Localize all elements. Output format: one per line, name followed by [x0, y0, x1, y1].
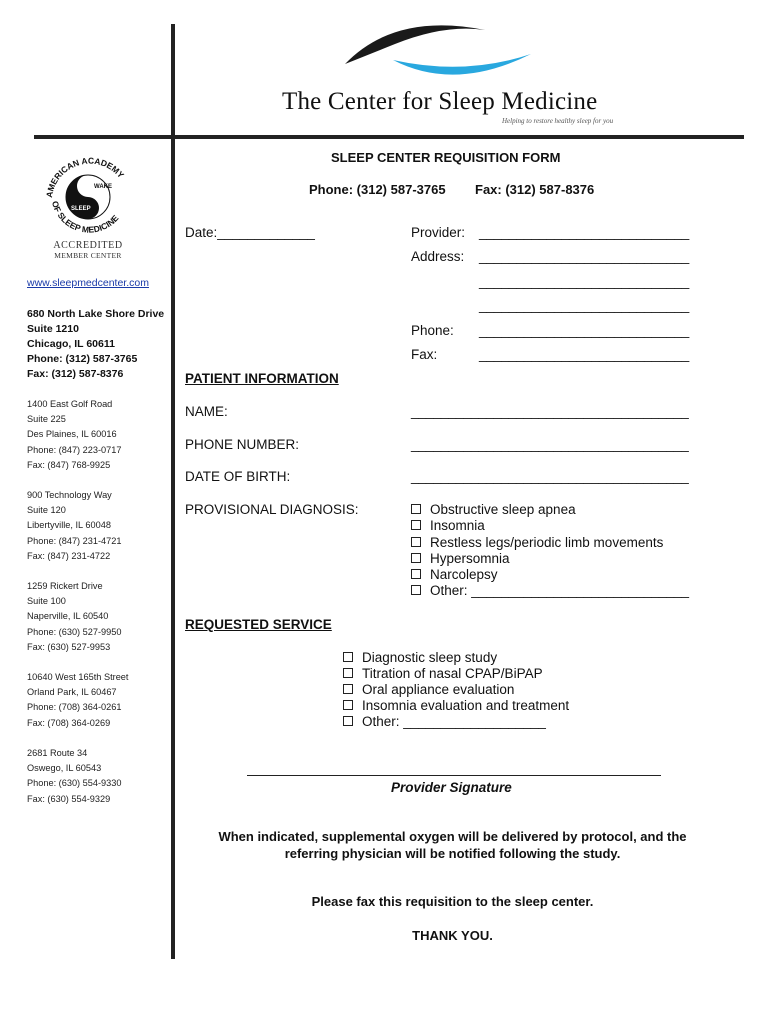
main-phone: Phone: (312) 587-3765 [27, 353, 138, 365]
thank-you: THANK YOU. [412, 928, 493, 943]
checkbox[interactable] [411, 504, 421, 514]
website-link[interactable]: www.sleepmedcenter.com [27, 277, 149, 289]
location-fax: Fax: (630) 527-9953 [27, 641, 111, 652]
location-street: 900 Technology Way [27, 490, 112, 500]
checkbox[interactable] [343, 684, 353, 694]
seal-sleep: SLEEP [71, 206, 91, 212]
main-suite: Suite 1210 [27, 323, 79, 335]
location-city: Des Plaines, IL 60016 [27, 429, 117, 440]
name-field[interactable]: _____________________________________ [411, 404, 689, 419]
dob-label: DATE OF BIRTH: [185, 469, 291, 484]
service-option-insomnia-eval[interactable]: Insomnia evaluation and treatment [343, 698, 569, 713]
location-fax: Fax: (708) 364-0269 [27, 717, 111, 728]
sleep-arc-logo-icon [335, 18, 535, 88]
location-naperville [27, 579, 122, 655]
checkbox[interactable] [343, 716, 353, 726]
location-street: 2681 Route 34 [27, 748, 88, 758]
service-option-diagnostic-study[interactable]: Diagnostic sleep study [343, 650, 497, 665]
location-suite: Suite 120 [27, 505, 66, 516]
member-center-text: MEMBER CENTER [54, 251, 122, 260]
oxygen-note-line-1: When indicated, supplemental oxygen will be delivered by protocol, and the [218, 829, 687, 844]
location-street: 1259 Rickert Drive [27, 581, 103, 591]
provider-phone-field[interactable]: ____________________________ [479, 323, 690, 338]
diagnosis-option-insomnia[interactable]: Insomnia [411, 518, 485, 533]
location-street: 10640 West 165th Street [27, 672, 129, 682]
location-phone: Phone: (630) 527-9950 [27, 626, 122, 637]
accredited-text: ACCREDITED [53, 240, 123, 251]
diagnosis-option-other[interactable]: Other: _____________________________ [411, 583, 689, 598]
main-street: 680 North Lake Shore Drive [27, 308, 165, 320]
location-fax: Fax: (847) 768-9925 [27, 459, 111, 470]
seal-text-bottom: OF SLEEP MEDICINE [49, 199, 121, 235]
diagnosis-option-osa[interactable]: Obstructive sleep apnea [411, 502, 576, 517]
checkbox[interactable] [411, 585, 421, 595]
signature-line[interactable] [247, 775, 661, 776]
fax-instruction: Please fax this requisition to the sleep center. [311, 894, 594, 909]
location-city: Libertyville, IL 60048 [27, 520, 111, 531]
phone-number-label: PHONE NUMBER: [185, 437, 300, 452]
name-label: NAME: [185, 404, 228, 419]
aasm-seal-icon [38, 150, 138, 238]
patient-info-heading: PATIENT INFORMATION [185, 371, 339, 386]
diagnosis-option-narcolepsy[interactable]: Narcolepsy [411, 567, 498, 582]
location-suite: Suite 225 [27, 414, 66, 425]
form-fax: Fax: (312) 587-8376 [475, 182, 595, 197]
form-title: SLEEP CENTER REQUISITION FORM [331, 150, 561, 165]
provider-signature-label: Provider Signature [391, 780, 512, 795]
main-fax: Fax: (312) 587-8376 [27, 368, 124, 380]
address-label: Address: [411, 249, 465, 264]
org-tagline: Helping to restore healthy sleep for you [502, 117, 614, 125]
checkbox[interactable] [411, 537, 421, 547]
diagnosis-label: PROVISIONAL DIAGNOSIS: [185, 502, 359, 517]
address-field-2[interactable]: ____________________________ [479, 274, 690, 289]
location-phone: Phone: (708) 364-0261 [27, 702, 122, 713]
diagnosis-option-rls[interactable]: Restless legs/periodic limb movements [411, 535, 663, 550]
accreditation-label [36, 240, 140, 260]
checkbox[interactable] [343, 700, 353, 710]
location-city: Oswego, IL 60543 [27, 763, 102, 774]
location-phone: Phone: (847) 231-4721 [27, 535, 122, 546]
checkbox[interactable] [411, 569, 421, 579]
location-suite: Suite 100 [27, 596, 66, 607]
location-oswego [27, 746, 122, 807]
location-fax: Fax: (630) 554-9329 [27, 793, 111, 804]
seal-wake: WAKE [94, 184, 112, 190]
location-city: Orland Park, IL 60467 [27, 687, 117, 698]
location-city: Naperville, IL 60540 [27, 611, 109, 622]
service-option-oral-appliance[interactable]: Oral appliance evaluation [343, 682, 514, 697]
location-libertyville [27, 488, 122, 564]
provider-fax-field[interactable]: ____________________________ [479, 347, 690, 362]
address-field-1[interactable]: ____________________________ [479, 249, 690, 264]
address-field-3[interactable]: ____________________________ [479, 298, 690, 313]
provider-fax-label: Fax: [411, 347, 438, 362]
dob-field[interactable]: _____________________________________ [411, 469, 689, 484]
requested-service-heading: REQUESTED SERVICE [185, 617, 332, 632]
oxygen-note-line-2: referring physician will be notified following the study. [284, 846, 621, 861]
checkbox[interactable] [343, 652, 353, 662]
vertical-rule [171, 24, 175, 959]
form-phone: Phone: (312) 587-3765 [309, 182, 446, 197]
phone-number-field[interactable]: _____________________________________ [411, 437, 689, 452]
main-location [27, 307, 164, 382]
location-des-plaines [27, 397, 122, 473]
provider-field[interactable]: ____________________________ [479, 225, 690, 240]
location-phone: Phone: (630) 554-9330 [27, 778, 122, 789]
diagnosis-option-hypersomnia[interactable]: Hypersomnia [411, 551, 510, 566]
service-option-other[interactable]: Other: ___________________ [343, 714, 546, 729]
provider-label: Provider: [411, 225, 466, 240]
checkbox[interactable] [411, 520, 421, 530]
provider-phone-label: Phone: [411, 323, 454, 338]
horizontal-rule [34, 135, 744, 139]
org-name: The Center for Sleep Medicine [282, 88, 598, 115]
location-fax: Fax: (847) 231-4722 [27, 550, 111, 561]
seal-text-top: AMERICAN ACADEMY [43, 155, 127, 199]
date-field[interactable]: Date:_____________ [185, 225, 315, 240]
checkbox[interactable] [343, 668, 353, 678]
location-street: 1400 East Golf Road [27, 399, 113, 409]
location-phone: Phone: (847) 223-0717 [27, 444, 122, 455]
location-orland-park [27, 670, 128, 731]
checkbox[interactable] [411, 553, 421, 563]
main-city: Chicago, IL 60611 [27, 338, 115, 350]
service-option-cpap-titration[interactable]: Titration of nasal CPAP/BiPAP [343, 666, 543, 681]
